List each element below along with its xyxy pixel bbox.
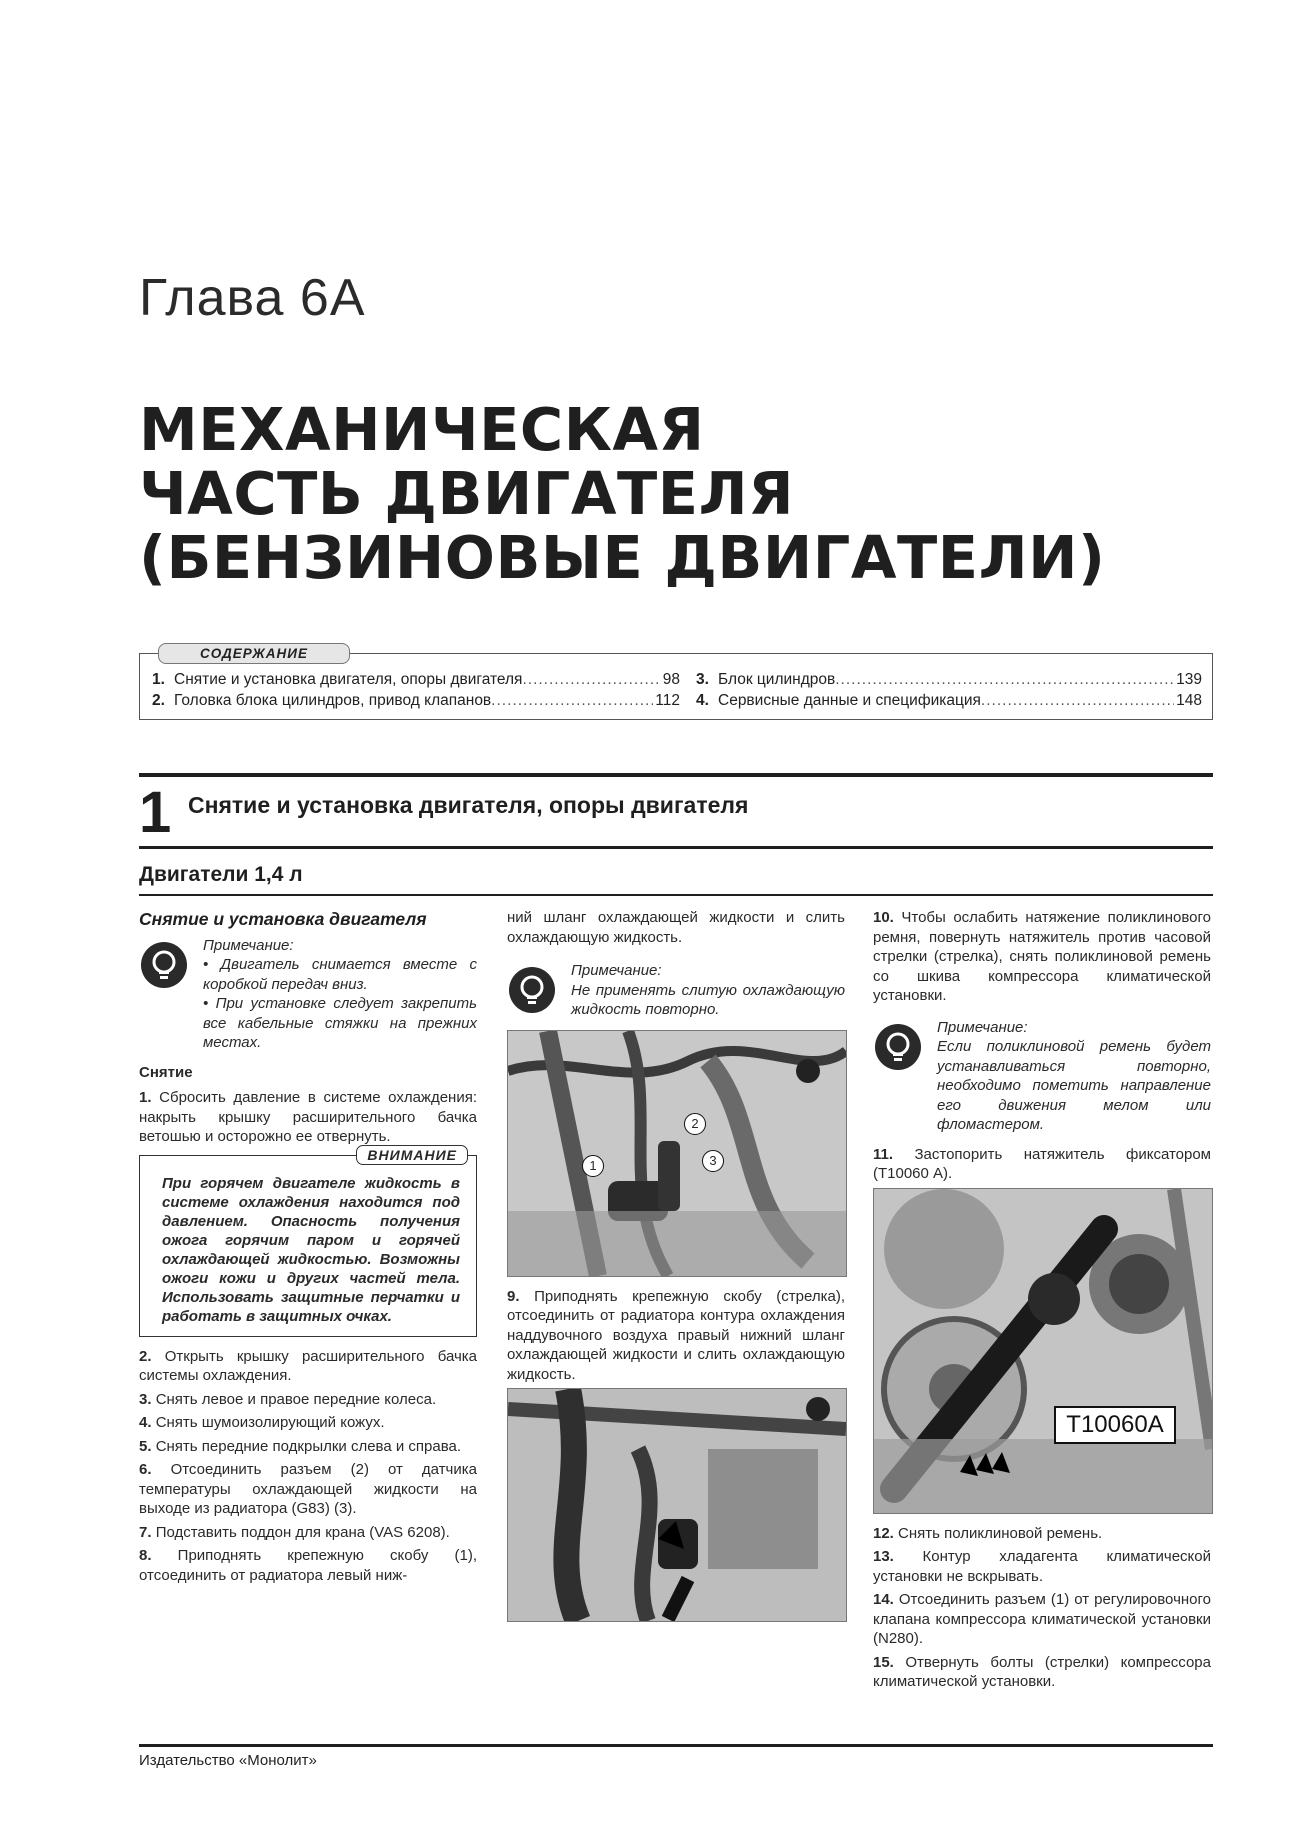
step-number: 13. (873, 1548, 894, 1565)
toc-entry-3[interactable] (696, 670, 1202, 690)
toc-entry-number: 2. (152, 692, 165, 709)
note-text: Не применять слитую охлаждающую жидкость повторно. (571, 981, 845, 1018)
publisher: Издательство «Монолит» (139, 1752, 317, 1769)
step-number: 3. (139, 1390, 152, 1408)
step-number: 12. (873, 1524, 894, 1542)
lightbulb-icon (507, 965, 557, 1015)
step (139, 1390, 477, 1410)
step-number: 8. (139, 1547, 152, 1564)
figure-tensioner-lock (873, 1188, 1213, 1514)
toc-leader (522, 670, 660, 690)
step (873, 1547, 1211, 1586)
engine-photo-illustration (874, 1189, 1212, 1513)
note-label: Примечание: (571, 962, 662, 979)
footer-rule (139, 1744, 1213, 1747)
step (139, 1088, 477, 1147)
step-number: 1. (139, 1089, 152, 1106)
toc-entry-page: 139 (1176, 671, 1202, 688)
toc-leader (491, 691, 653, 711)
toc-entry-title: Сервисные данные и спецификация (718, 692, 981, 709)
callout-2: 2 (684, 1113, 706, 1135)
step-text: Снять передние подкрылки слева и справа. (155, 1437, 462, 1455)
chapter-title (139, 395, 1106, 592)
title-line-3: (БЕНЗИНОВЫЕ ДВИГАТЕЛИ) (139, 523, 1106, 592)
engine-rule (139, 894, 1213, 896)
step-number: 6. (139, 1461, 152, 1478)
step-number: 5. (139, 1437, 152, 1455)
step-text: Подставить поддон для крана (VAS 6208). (155, 1523, 450, 1541)
step-number: 15. (873, 1653, 894, 1671)
step (873, 1653, 1211, 1692)
step-text: Открыть крышку расширительного бачка системы охлаждения. (139, 1347, 478, 1384)
toc-entry-number: 1. (152, 671, 165, 688)
step (139, 1523, 477, 1543)
table-of-contents (139, 646, 1213, 720)
engine-photo-illustration (508, 1031, 846, 1276)
step-number: 14. (873, 1591, 894, 1608)
step-number: 7. (139, 1523, 152, 1541)
engine-heading: Двигатели 1,4 л (139, 863, 303, 886)
toc-entry-title: Снятие и установка двигателя, опоры двигателя (174, 671, 523, 688)
note-box (139, 936, 477, 1053)
toc-entry-2[interactable] (152, 691, 680, 711)
step-number: 9. (507, 1287, 520, 1305)
warning-box (139, 1146, 477, 1337)
callout-1: 1 (582, 1155, 604, 1177)
toc-entry-number: 3. (696, 671, 709, 688)
figure-radiator-hose-left (507, 1030, 847, 1277)
step-text: Снять поликлиновой ремень. (898, 1524, 1103, 1542)
note-text: Если поликлиновой ремень будет устанавливаться повторно, необходимо пометить направление его движения мелом или фломастером. (937, 1038, 1211, 1133)
step-text: Отсоединить разъем (2) от датчика температуры охлаждающей жидкости на выходе из радиатора (G83) (3). (139, 1461, 477, 1517)
step (139, 1546, 477, 1585)
step (873, 1590, 1211, 1649)
step (873, 1524, 1211, 1544)
toc-entry-title: Блок цилиндров (718, 671, 836, 688)
step-text: Снять шумоизолирующий кожух. (155, 1414, 385, 1431)
subsection-heading: Снятие и установка двигателя (139, 909, 427, 929)
callout-3: 3 (702, 1150, 724, 1172)
lightbulb-icon (873, 1022, 923, 1072)
toc-entry-1[interactable] (152, 670, 680, 690)
step-text: Отсоединить разъем (1) от регулировочного клапана компрессора климатической установки (N280). (873, 1591, 1211, 1647)
warning-text: При горячем двигателе жидкость в системе охлаждения находится под давлением. Опасность получения ожога горячим паром и горячей охлаждающей жидкостью. Возможны ожоги кожи и других частей тела. Использовать защитные перчатки и работать в защитных очках. (162, 1174, 460, 1325)
step-number: 2. (139, 1347, 152, 1365)
lightbulb-icon (139, 940, 189, 990)
toc-border (349, 653, 1212, 654)
toc-entry-page: 98 (662, 671, 680, 688)
column-3 (873, 908, 1211, 1696)
step-number: 4. (139, 1414, 152, 1431)
note-box (873, 1018, 1211, 1135)
step (139, 1413, 477, 1433)
step (507, 1287, 845, 1385)
note-label: Примечание: (203, 936, 294, 954)
step-text: Снять левое и правое передние колеса. (155, 1390, 437, 1408)
chapter-label: Глава 6А (139, 269, 366, 327)
section-number: 1 (139, 780, 172, 845)
step-text: Чтобы ослабить натяжение поликлинового ремня, повернуть натяжитель против часовой стрелки (стрелка), снять поликлиновой ремень со шкива компрессора климатической установки. (873, 909, 1212, 1004)
step-text: Контур хладагента климатической установки не вскрывать. (873, 1548, 1211, 1585)
toc-entry-page: 148 (1176, 692, 1202, 709)
note-box (507, 961, 845, 1020)
toc-leader (981, 691, 1174, 711)
step (873, 908, 1211, 1006)
engine-photo-illustration (508, 1389, 846, 1621)
note-label: Примечание: (937, 1018, 1028, 1036)
title-line-2: ЧАСТЬ ДВИГАТЕЛЯ (139, 459, 795, 528)
toc-label: СОДЕРЖАНИЕ (158, 643, 350, 664)
section-title: Снятие и установка двигателя, опоры двигателя (188, 792, 749, 818)
step (139, 1437, 477, 1457)
note-text: • При установке следует закрепить все кабельные стяжки на прежних местах. (203, 995, 477, 1051)
toc-entry-number: 4. (696, 692, 709, 709)
tool-label: T10060A (1054, 1406, 1176, 1444)
step-text: Приподнять крепежную скобу (1), отсоединить от радиатора левый ниж- (139, 1547, 477, 1584)
step-number: 11. (873, 1145, 894, 1163)
step-number: 10. (873, 909, 894, 926)
note-text: • Двигатель снимается вместе с коробкой передач вниз. (203, 956, 477, 993)
step-text: Застопорить натяжитель фиксатором (T10060 А). (873, 1145, 1211, 1182)
step (139, 1460, 477, 1519)
toc-entry-4[interactable] (696, 691, 1202, 711)
step-continuation: ний шланг охлаждающей жидкости и слить охлаждающую жидкость. (507, 909, 845, 946)
section-rule (139, 846, 1213, 849)
toc-entry-page: 112 (655, 692, 680, 709)
step-text: Приподнять крепежную скобу (стрелка), отсоединить от радиатора контура охлаждения наддувочного воздуха правый нижний шланг охлаждающей жидкости и слить охлаждающую жидкость. (507, 1287, 845, 1383)
toc-entry-title: Головка блока цилиндров, привод клапанов (174, 692, 492, 709)
toc-leader (835, 670, 1174, 690)
title-line-1: МЕХАНИЧЕСКАЯ (139, 395, 705, 464)
step (873, 1145, 1211, 1184)
figure-intercooler-hose (507, 1388, 847, 1622)
section-rule (139, 773, 1213, 777)
step (139, 1347, 477, 1386)
step-text: Сбросить давление в системе охлаждения: накрыть крышку расширительного бачка ветошью и осторожно ее отвернуть. (139, 1089, 477, 1145)
subheading: Снятие (139, 1063, 193, 1081)
warning-label: ВНИМАНИЕ (356, 1145, 468, 1165)
column-2 (507, 908, 845, 1632)
column-1 (139, 908, 477, 1589)
step-text: Отвернуть болты (стрелки) компрессора климатической установки. (873, 1653, 1211, 1690)
